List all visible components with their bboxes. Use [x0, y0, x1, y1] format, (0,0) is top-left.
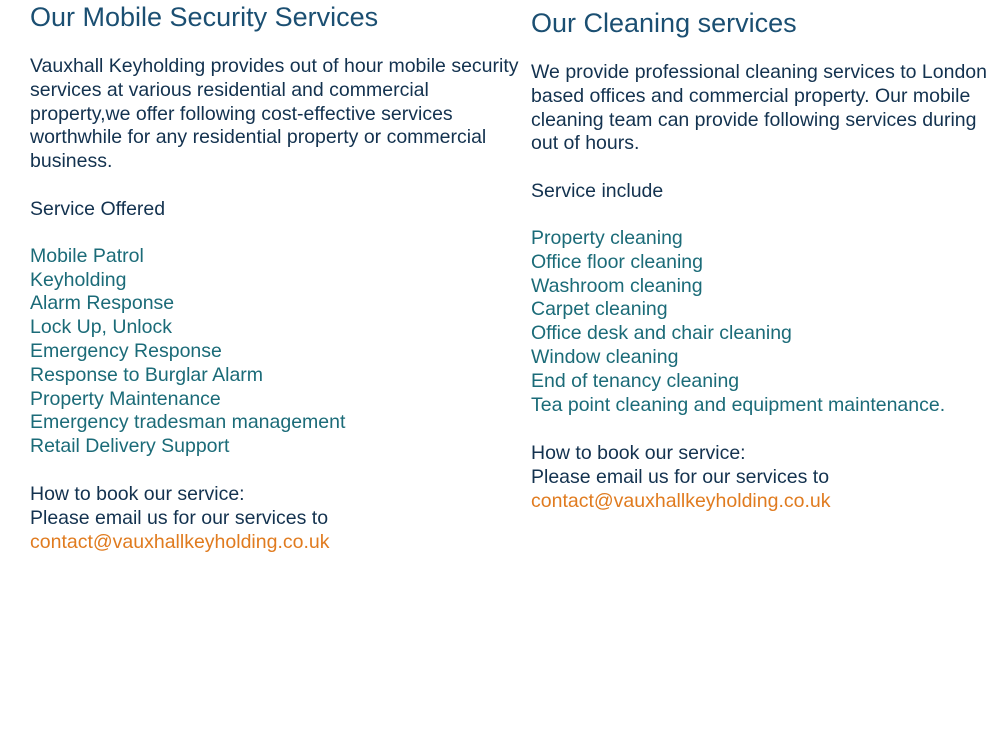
booking-heading: How to book our service:: [30, 483, 245, 505]
list-item: Lock Up, Unlock: [30, 316, 172, 339]
list-item: Tea point cleaning and equipment maintenance.: [531, 393, 946, 416]
contact-email-link[interactable]: contact@vauxhallkeyholding.co.uk: [531, 490, 831, 512]
list-item: Window cleaning: [531, 346, 679, 369]
list-item: Property cleaning: [531, 227, 683, 250]
cleaning-intro-paragraph: We provide professional cleaning services to London based offices and commercial property. Our mobile cleaning team can provide following services during out of hours.: [531, 61, 987, 155]
list-item: Response to Burglar Alarm: [30, 363, 264, 386]
mobile-security-service-list: [30, 245, 520, 459]
list-item: Alarm Response: [30, 292, 175, 315]
cleaning-service-list: [531, 227, 991, 417]
list-item: Emergency Response: [30, 340, 222, 363]
page-title-cleaning: Our Cleaning services: [531, 8, 797, 38]
list-item: Keyholding: [30, 268, 127, 291]
booking-heading: How to book our service:: [531, 442, 746, 465]
list-item: Washroom cleaning: [531, 274, 703, 297]
list-item: Office desk and chair cleaning: [531, 322, 792, 345]
list-item: Emergency tradesman management: [30, 411, 346, 434]
list-item: Retail Delivery Support: [30, 435, 230, 458]
cleaning-subheading: Service include: [531, 180, 664, 203]
mobile-security-booking-block: [30, 483, 520, 554]
list-item: Carpet cleaning: [531, 298, 668, 321]
page-title-mobile-security: Our Mobile Security Services: [30, 2, 379, 32]
cleaning-booking-block: [531, 442, 991, 513]
mobile-security-services-column: [30, 0, 520, 554]
list-item: Office floor cleaning: [531, 250, 703, 273]
list-item: Property Maintenance: [30, 387, 221, 410]
mobile-security-intro-paragraph: Vauxhall Keyholding provides out of hour mobile security services at various residential and commercial property,we offer following cost-effective services worthwhile for any residential property or commercial business.: [30, 55, 519, 173]
contact-email-link[interactable]: contact@vauxhallkeyholding.co.uk: [30, 530, 330, 553]
list-item: End of tenancy cleaning: [531, 369, 740, 392]
booking-instruction: Please email us for our services to: [30, 506, 329, 529]
list-item: Mobile Patrol: [30, 244, 144, 267]
cleaning-services-column: [531, 0, 991, 514]
booking-instruction: Please email us for our services to: [531, 466, 830, 489]
mobile-security-subheading: Service Offered: [30, 198, 166, 221]
